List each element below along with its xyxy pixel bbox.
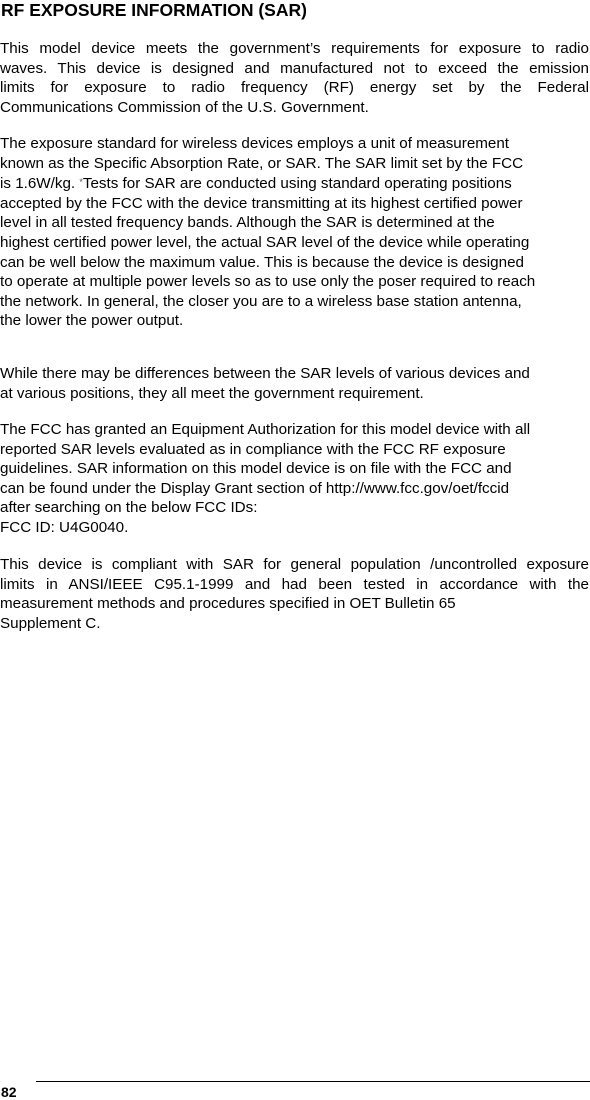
page-number: 82 bbox=[1, 1084, 17, 1100]
text-line: level in all tested frequency bands. Although the SAR is determined at the bbox=[0, 214, 495, 232]
text-line: accepted by the FCC with the device transmitting at its highest certified power bbox=[0, 194, 523, 212]
text-line: after searching on the below FCC IDs: bbox=[0, 499, 258, 517]
fcc-id: FCC ID: U4G0040. bbox=[0, 518, 129, 536]
page-title: RF EXPOSURE INFORMATION (SAR) bbox=[1, 0, 307, 20]
text-line: the network. In general, the closer you are to a wireless base station antenna, bbox=[0, 292, 522, 310]
text-line: limits in ANSI/IEEE C95.1-1999 and had been tested in accordance with the bbox=[0, 575, 589, 593]
text-line: limits for exposure to radio frequency (RF) energy set by the Federal bbox=[0, 79, 589, 97]
text-line: guidelines. SAR information on this model device is on file with the FCC and bbox=[0, 460, 512, 478]
text-line: This device is compliant with SAR for general population /uncontrolled exposure bbox=[0, 556, 589, 573]
text-line: can be well below the maximum value. This is because the device is designed bbox=[0, 253, 524, 271]
paragraph-exposure-standard bbox=[0, 134, 589, 331]
text-line: highest certified power level, the actual SAR level of the device while operating bbox=[0, 233, 530, 251]
paragraph-sar-differences bbox=[0, 364, 589, 403]
footer-divider bbox=[36, 1081, 590, 1082]
text-line: Supplement C. bbox=[0, 614, 101, 632]
text-line: The FCC has granted an Equipment Authorization for this model device with all bbox=[0, 421, 531, 438]
text-fragment: is 1.6W/kg. bbox=[0, 175, 76, 193]
text-line-with-marker bbox=[0, 173, 589, 194]
text-line: can be found under the Display Grant section of http://www.fcc.gov/oet/fccid bbox=[0, 479, 510, 497]
text-line: to operate at multiple power levels so as to use only the poser required to reach bbox=[0, 273, 536, 291]
text-line: the lower the power output. bbox=[0, 312, 184, 330]
paragraph-fcc-authorization bbox=[0, 420, 589, 538]
paragraph-compliance bbox=[0, 39, 589, 117]
text-line: This model device meets the government’s requirements for exposure to radio bbox=[0, 40, 589, 57]
text-line: known as the Specific Absorption Rate, or SAR. The SAR limit set by the FCC bbox=[0, 154, 524, 172]
text-line: at various positions, they all meet the government requirement. bbox=[0, 384, 424, 402]
text-line: The exposure standard for wireless devices employs a unit of measurement bbox=[0, 135, 510, 152]
text-line: waves. This device is designed and manufactured not to exceed the emission bbox=[0, 59, 589, 77]
paragraph-ansi-compliance bbox=[0, 555, 589, 633]
text-fragment: Tests for SAR are conducted using standard operating positions bbox=[82, 175, 512, 193]
text-line: measurement methods and procedures specified in OET Bulletin 65 bbox=[0, 595, 456, 613]
text-line: While there may be differences between the SAR levels of various devices and bbox=[0, 365, 530, 382]
text-line: Communications Commission of the U.S. Government. bbox=[0, 98, 369, 116]
text-line: reported SAR levels evaluated as in compliance with the FCC RF exposure bbox=[0, 440, 506, 458]
footnote-marker: * bbox=[79, 177, 83, 188]
